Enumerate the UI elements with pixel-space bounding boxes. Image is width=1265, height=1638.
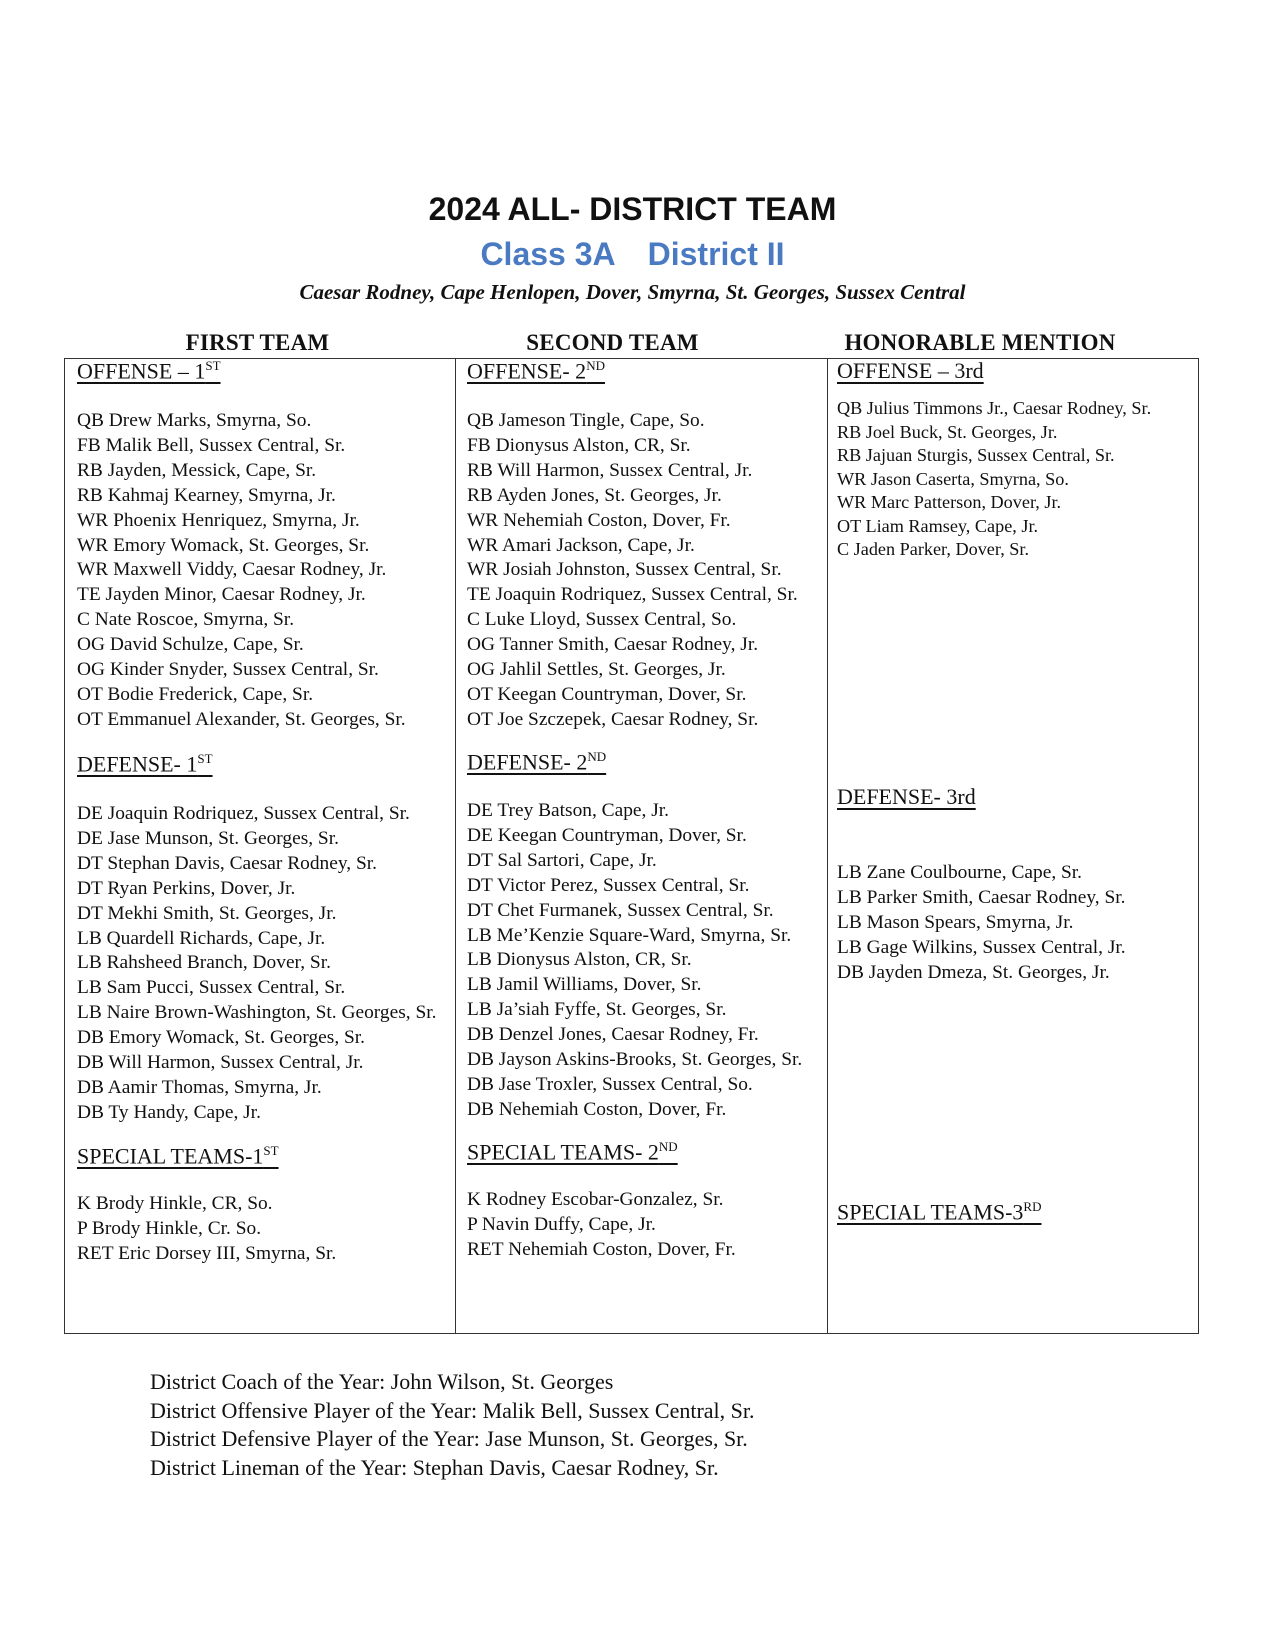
first-offense-list: [77, 409, 406, 733]
player-entry: FB Dionysus Alston, CR, Sr.: [467, 434, 691, 456]
player-entry: WR Jason Caserta, Smyrna, So.: [837, 468, 1069, 489]
player-entry: DB Ty Handy, Cape, Jr.: [77, 1101, 261, 1123]
player-entry: TE Jayden Minor, Caesar Rodney, Jr.: [77, 584, 366, 606]
second-defense-heading: DEFENSE- 2ND: [467, 749, 607, 775]
player-entry: C Nate Roscoe, Smyrna, Sr.: [77, 609, 295, 631]
award-line: District Offensive Player of the Year: Malik Bell, Sussex Central, Sr.: [150, 1397, 755, 1423]
player-entry: WR Amari Jackson, Cape, Jr.: [467, 534, 695, 556]
class-label: Class 3A: [480, 236, 616, 272]
award-line: District Lineman of the Year: Stephan Davis, Caesar Rodney, Sr.: [150, 1454, 719, 1480]
player-entry: C Jaden Parker, Dover, Sr.: [837, 539, 1029, 559]
player-entry: DB Jayden Dmeza, St. Georges, Jr.: [837, 961, 1110, 983]
player-entry: DE Jase Munson, St. Georges, Sr.: [77, 827, 339, 849]
player-entry: DT Stephan Davis, Caesar Rodney, Sr.: [77, 852, 377, 874]
first-special-list: [77, 1192, 336, 1267]
second-special-list: [467, 1188, 736, 1263]
player-entry: LB Ja’siah Fyffe, St. Georges, Sr.: [467, 999, 727, 1021]
hm-offense-list: [837, 397, 1151, 562]
player-entry: QB Julius Timmons Jr., Caesar Rodney, Sr.: [837, 398, 1152, 418]
player-entry: RB Will Harmon, Sussex Central, Jr.: [467, 459, 753, 481]
player-entry: LB Quardell Richards, Cape, Jr.: [77, 927, 326, 949]
first-defense-list: [77, 802, 436, 1126]
second-offense-heading: OFFENSE- 2ND: [467, 358, 605, 384]
player-entry: LB Mason Spears, Smyrna, Jr.: [837, 911, 1074, 933]
player-entry: OT Liam Ramsey, Cape, Jr.: [837, 515, 1039, 536]
player-entry: LB Me’Kenzie Square-Ward, Smyrna, Sr.: [467, 924, 792, 946]
player-entry: DB Jayson Askins-Brooks, St. Georges, Sr.: [467, 1049, 803, 1071]
player-entry: LB Zane Coulbourne, Cape, Sr.: [837, 862, 1083, 883]
player-entry: K Brody Hinkle, CR, So.: [77, 1193, 273, 1214]
award-line: District Defensive Player of the Year: Jase Munson, St. Georges, Sr.: [150, 1426, 748, 1451]
first-defense-heading: DEFENSE- 1ST: [77, 751, 213, 777]
player-entry: OG Tanner Smith, Caesar Rodney, Jr.: [467, 634, 759, 656]
player-entry: LB Parker Smith, Caesar Rodney, Sr.: [837, 886, 1126, 908]
player-entry: OT Bodie Frederick, Cape, Sr.: [77, 683, 314, 705]
player-entry: WR Emory Womack, St. Georges, Sr.: [77, 534, 370, 556]
player-entry: DE Trey Batson, Cape, Jr.: [467, 800, 669, 821]
hm-defense-heading: DEFENSE- 3rd: [837, 784, 976, 809]
player-entry: DB Nehemiah Coston, Dover, Fr.: [467, 1098, 727, 1120]
player-entry: DB Denzel Jones, Caesar Rodney, Fr.: [467, 1024, 759, 1046]
player-entry: LB Rahsheed Branch, Dover, Sr.: [77, 952, 331, 974]
column-header-honorable-mention: HONORABLE MENTION: [844, 330, 1116, 355]
award-line: District Coach of the Year: John Wilson, St. Georges: [150, 1369, 614, 1394]
column-header-first-team: FIRST TEAM: [185, 330, 330, 355]
player-entry: WR Marc Patterson, Dover, Jr.: [837, 492, 1062, 512]
second-offense-list: [467, 409, 798, 733]
player-entry: QB Jameson Tingle, Cape, So.: [467, 410, 705, 431]
column-divider: [827, 359, 828, 1333]
hm-defense-list: [837, 861, 1126, 986]
player-entry: OT Keegan Countryman, Dover, Sr.: [467, 683, 747, 705]
player-entry: OG Jahlil Settles, St. Georges, Jr.: [467, 659, 726, 681]
player-entry: RB Jayden, Messick, Cape, Sr.: [77, 459, 317, 481]
player-entry: DB Will Harmon, Sussex Central, Jr.: [77, 1052, 364, 1074]
document-subtitle: [0, 236, 1265, 273]
player-entry: LB Gage Wilkins, Sussex Central, Jr.: [837, 936, 1126, 958]
player-entry: DB Aamir Thomas, Smyrna, Jr.: [77, 1076, 322, 1098]
player-entry: FB Malik Bell, Sussex Central, Sr.: [77, 434, 346, 456]
player-entry: LB Naire Brown-Washington, St. Georges, Sr.: [77, 1002, 437, 1024]
column-divider: [455, 359, 456, 1333]
hm-special-heading: SPECIAL TEAMS-3RD: [837, 1199, 1042, 1225]
player-entry: OG Kinder Snyder, Sussex Central, Sr.: [77, 659, 379, 681]
first-special-heading: SPECIAL TEAMS-1ST: [77, 1143, 279, 1169]
player-entry: RET Nehemiah Coston, Dover, Fr.: [467, 1238, 736, 1260]
hm-offense-heading: OFFENSE – 3rd: [837, 358, 984, 383]
player-entry: OT Joe Szczepek, Caesar Rodney, Sr.: [467, 708, 759, 730]
player-entry: DE Joaquin Rodriquez, Sussex Central, Sr.: [77, 803, 410, 824]
player-entry: DT Chet Furmanek, Sussex Central, Sr.: [467, 899, 774, 921]
player-entry: OT Emmanuel Alexander, St. Georges, Sr.: [77, 708, 406, 730]
player-entry: WR Nehemiah Coston, Dover, Fr.: [467, 509, 731, 531]
column-header-second-team: SECOND TEAM: [526, 330, 699, 355]
second-special-heading: SPECIAL TEAMS- 2ND: [467, 1139, 678, 1165]
player-entry: DT Victor Perez, Sussex Central, Sr.: [467, 874, 750, 896]
player-entry: C Luke Lloyd, Sussex Central, So.: [467, 609, 737, 631]
player-entry: DE Keegan Countryman, Dover, Sr.: [467, 824, 747, 846]
player-entry: LB Jamil Williams, Dover, Sr.: [467, 974, 702, 996]
player-entry: RB Jajuan Sturgis, Sussex Central, Sr.: [837, 445, 1115, 465]
player-entry: DT Sal Sartori, Cape, Jr.: [467, 849, 657, 871]
first-offense-heading: OFFENSE – 1ST: [77, 358, 221, 384]
player-entry: WR Maxwell Viddy, Caesar Rodney, Jr.: [77, 559, 387, 581]
district-label: District II: [647, 236, 785, 272]
second-defense-list: [467, 799, 802, 1123]
awards-list: [150, 1368, 755, 1482]
player-entry: P Navin Duffy, Cape, Jr.: [467, 1213, 656, 1235]
player-entry: LB Dionysus Alston, CR, Sr.: [467, 949, 692, 971]
player-entry: DB Emory Womack, St. Georges, Sr.: [77, 1027, 366, 1049]
player-entry: RB Kahmaj Kearney, Smyrna, Jr.: [77, 484, 336, 506]
player-entry: TE Joaquin Rodriquez, Sussex Central, Sr.: [467, 584, 798, 606]
player-entry: LB Sam Pucci, Sussex Central, Sr.: [77, 977, 346, 999]
player-entry: OG David Schulze, Cape, Sr.: [77, 634, 304, 656]
player-entry: DT Ryan Perkins, Dover, Jr.: [77, 877, 296, 899]
player-entry: P Brody Hinkle, Cr. So.: [77, 1217, 262, 1239]
player-entry: RB Ayden Jones, St. Georges, Jr.: [467, 484, 722, 506]
player-entry: QB Drew Marks, Smyrna, So.: [77, 410, 312, 431]
player-entry: RB Joel Buck, St. Georges, Jr.: [837, 421, 1058, 442]
player-entry: WR Josiah Johnston, Sussex Central, Sr.: [467, 559, 782, 581]
player-entry: WR Phoenix Henriquez, Smyrna, Jr.: [77, 509, 360, 531]
player-entry: RET Eric Dorsey III, Smyrna, Sr.: [77, 1242, 337, 1264]
player-entry: DB Jase Troxler, Sussex Central, So.: [467, 1073, 753, 1095]
schools-list: Caesar Rodney, Cape Henlopen, Dover, Smyrna, St. Georges, Sussex Central: [299, 280, 966, 304]
player-entry: K Rodney Escobar-Gonzalez, Sr.: [467, 1189, 724, 1210]
roster-table: [64, 358, 1199, 1334]
player-entry: DT Mekhi Smith, St. Georges, Jr.: [77, 902, 337, 924]
document-title: 2024 ALL- DISTRICT TEAM: [428, 191, 837, 227]
